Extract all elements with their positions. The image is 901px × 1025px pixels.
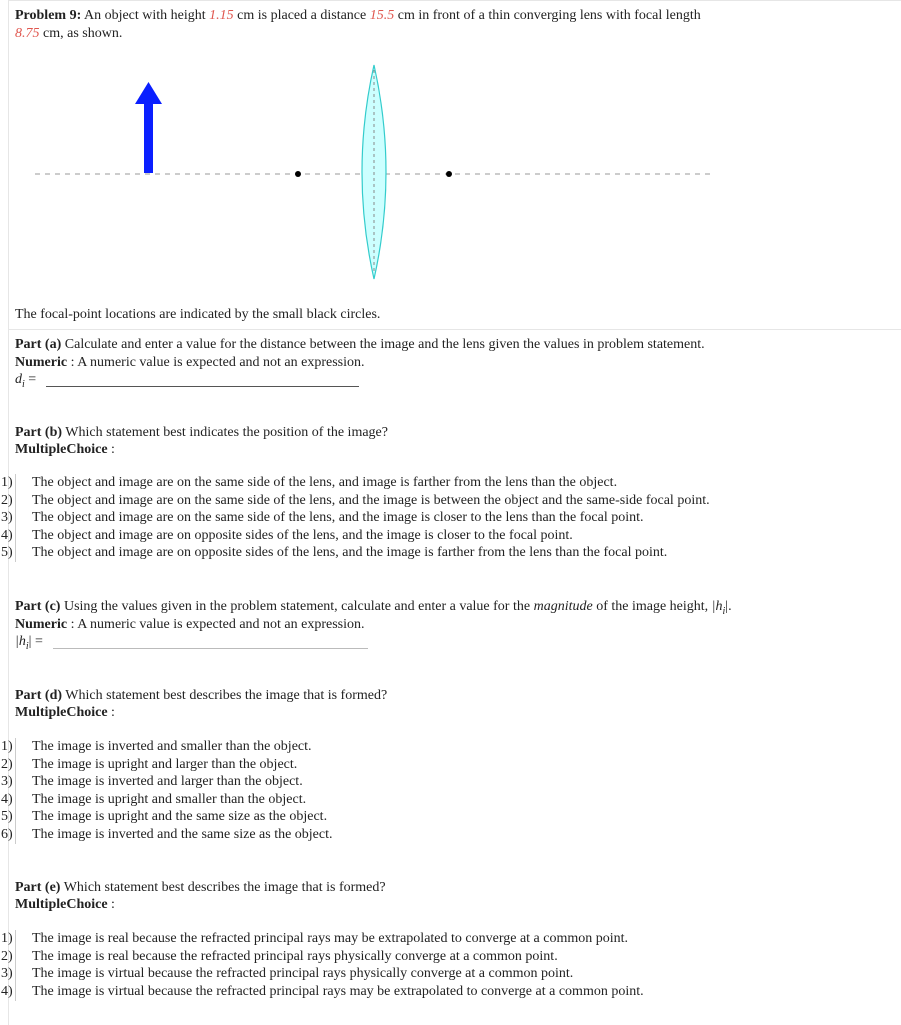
part-b-option-5[interactable]: 5) The object and image are on opposite sides of the lens, and the image is farther from the lens than the focal point.: [1, 545, 668, 560]
part-e-options: [1, 930, 644, 1001]
part-c-label: Part (c): [15, 599, 61, 614]
part-e-text: Which statement best describes the image that is formed?: [63, 880, 386, 895]
object-arrow-shaft: [144, 102, 153, 173]
part-d-question: [15, 687, 387, 704]
part-a-type-desc: : A numeric value is expected and not an expression.: [70, 355, 365, 370]
part-e-label: Part (e): [15, 880, 61, 895]
part-e-type-label: MultipleChoice: [15, 897, 108, 912]
part-b-option-2[interactable]: 2) The object and image are on the same side of the lens, and the image is between the object and the same-side focal point.: [1, 492, 710, 508]
part-c-var-end: |.: [725, 599, 732, 614]
object-distance-value: 15.5: [369, 8, 395, 23]
part-c-type-desc: : A numeric value is expected and not an expression.: [70, 617, 365, 632]
part-a-text: Calculate and enter a value for the distance between the image and the lens given the values in problem statement.: [64, 337, 705, 352]
object-height-value: 1.15: [209, 8, 234, 23]
part-d-type-label: MultipleChoice: [15, 705, 108, 720]
part-c-answer-var: |h: [15, 634, 26, 649]
part-b-options: [1, 474, 710, 562]
part-d-option-4[interactable]: 4) The image is upright and smaller than the object.: [1, 791, 307, 807]
part-a-type-label: Numeric: [15, 355, 68, 370]
part-a-answer-eq: =: [24, 372, 37, 387]
problem-text-2: cm is placed a distance: [237, 8, 367, 23]
divider: [8, 329, 901, 330]
part-d-option-1[interactable]: 1) The image is inverted and smaller than the object.: [1, 739, 312, 754]
problem-text-4: cm, as shown.: [43, 26, 123, 41]
part-c-type: [15, 616, 365, 633]
part-b-option-1[interactable]: 1) The object and image are on the same side of the lens, and image is farther from the lens than the object.: [1, 475, 618, 490]
part-c-var-sub: i: [722, 605, 726, 617]
part-b-type: [15, 441, 115, 458]
part-a-answer-label: [15, 371, 36, 393]
object-arrow: [135, 82, 162, 173]
part-b-type-label: MultipleChoice: [15, 442, 108, 457]
focal-point-right: [446, 171, 452, 177]
part-c-answer-input[interactable]: [53, 648, 368, 649]
lens-diagram: [0, 0, 901, 300]
part-d-type: [15, 704, 115, 721]
part-e-type: [15, 896, 115, 913]
problem-text-1: An object with height: [83, 8, 206, 23]
part-b-type-desc: :: [111, 442, 115, 457]
part-c-answer-sub: i: [25, 640, 29, 652]
part-c-text-1: Using the values given in the problem statement, calculate and enter a value for the: [63, 599, 531, 614]
focal-point-left: [295, 171, 301, 177]
object-arrow-head: [135, 82, 162, 104]
part-a-question: [15, 336, 705, 353]
part-a-type: [15, 354, 365, 371]
part-e-option-3[interactable]: 3) The image is virtual because the refracted principal rays physically converge at a common point.: [1, 966, 574, 981]
part-b-question: [15, 424, 388, 441]
part-c-type-label: Numeric: [15, 617, 68, 632]
part-d-text: Which statement best describes the image that is formed?: [65, 688, 388, 703]
part-c-text-2: of the image height,: [596, 599, 709, 614]
part-c-var: |h: [711, 599, 723, 614]
part-d-option-2[interactable]: 2) The image is upright and larger than the object.: [1, 756, 298, 772]
part-b-text: Which statement best indicates the position of the image?: [65, 425, 388, 440]
figure-caption: The focal-point locations are indicated by the small black circles.: [15, 307, 381, 322]
part-e-option-1[interactable]: 1) The image is real because the refracted principal rays may be extrapolated to converge at a common point.: [1, 931, 629, 946]
part-c-answer-label: [15, 633, 43, 655]
part-d-options: [1, 738, 333, 844]
part-e-option-4[interactable]: 4) The image is virtual because the refracted principal rays may be extrapolated to converge at a common point.: [1, 983, 644, 999]
part-e-type-desc: :: [111, 897, 115, 912]
problem-text-3: cm in front of a thin converging lens with focal length: [397, 8, 701, 23]
part-b-option-4[interactable]: 4) The object and image are on opposite sides of the lens, and the image is closer to the focal point.: [1, 527, 573, 543]
part-d-type-desc: :: [111, 705, 115, 720]
part-d-option-3[interactable]: 3) The image is inverted and larger than the object.: [1, 774, 303, 789]
part-a-answer-var: d: [15, 372, 22, 387]
part-a-label: Part (a): [15, 337, 62, 352]
focal-length-value: 8.75: [15, 26, 40, 41]
part-e-question: [15, 879, 386, 896]
problem-label: Problem 9:: [15, 8, 82, 23]
part-d-option-6[interactable]: 6) The image is inverted and the same size as the object.: [1, 826, 333, 842]
part-c-text-emph: magnitude: [533, 599, 593, 614]
part-d-option-5[interactable]: 5) The image is upright and the same size as the object.: [1, 809, 328, 824]
part-d-label: Part (d): [15, 688, 63, 703]
part-b-label: Part (b): [15, 425, 63, 440]
part-e-option-2[interactable]: 2) The image is real because the refracted principal rays physically converge at a common point.: [1, 948, 558, 964]
part-a-answer-sub: i: [22, 378, 25, 390]
part-b-option-3[interactable]: 3) The object and image are on the same side of the lens, and the image is closer to the lens than the focal point.: [1, 510, 644, 525]
part-c-answer-eq: | =: [28, 634, 43, 649]
part-a-answer-input[interactable]: [46, 386, 359, 387]
